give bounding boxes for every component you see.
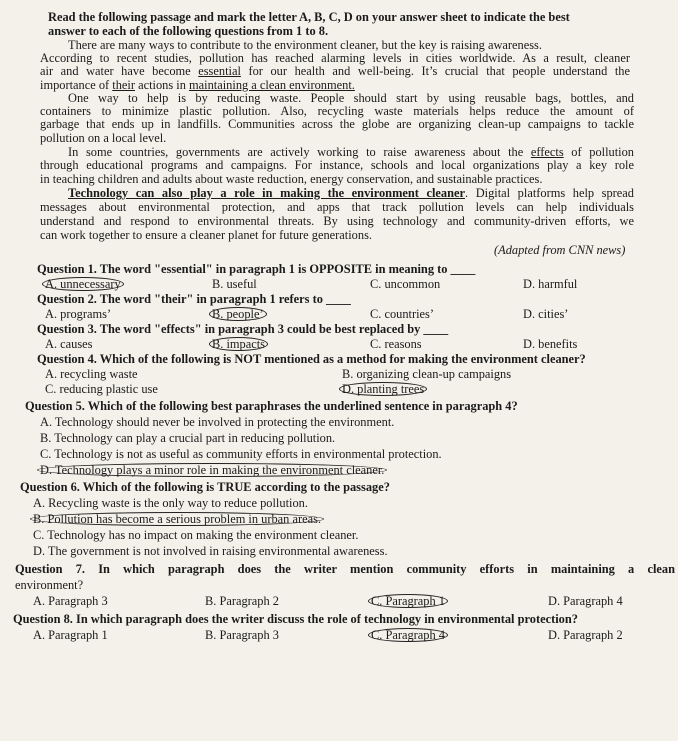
question-4-option-b[interactable]: B. organizing clean-up campaigns xyxy=(342,367,512,381)
passage-p4-line3: understand and respond to environmental threats. By using technology and community-driven efforts, we xyxy=(40,214,634,228)
question-3-option-c[interactable]: C. reasons xyxy=(370,337,422,351)
question-4-option-a[interactable]: A. recycling waste xyxy=(45,367,138,381)
question-1-option-c[interactable]: C. uncommon xyxy=(370,277,441,291)
question-7-option-c[interactable]: C. Paragraph 1 xyxy=(371,594,448,608)
question-6-option-b[interactable]: B. Pollution has become a serious problem in urban areas. xyxy=(33,512,324,526)
question-4-stem: Question 4. Which of the following is NOT mentioned as a method for making the environment cleaner? xyxy=(37,352,586,366)
passage-p3-line3: in teaching children and adults about waste reduction, energy conservation, and sustainable practices. xyxy=(40,172,543,186)
question-5-stem: Question 5. Which of the following best paraphrases the underlined sentence in paragraph 4? xyxy=(25,399,518,413)
question-4-option-d[interactable]: D. planting trees xyxy=(342,382,427,396)
passage-p4-line2: messages about environmental protection, and apps that track pollution levels can help individuals xyxy=(40,200,634,214)
question-6-option-a[interactable]: A. Recycling waste is the only way to reduce pollution. xyxy=(33,496,308,510)
passage-p2-line3: garbage that ends up in landfills. Communities across the globe are organizing clean-up campaigns to tackle xyxy=(40,117,634,131)
question-6-option-d[interactable]: D. The government is not involved in raising environmental awareness. xyxy=(33,544,388,558)
passage-p2-line1: One way to help is by reducing waste. People should start by using reusable bags, bottles, and xyxy=(68,91,634,105)
question-5-option-a[interactable]: A. Technology should never be involved in protecting the environment. xyxy=(40,415,395,429)
question-8-option-d[interactable]: D. Paragraph 2 xyxy=(548,628,623,642)
word-effects: effects xyxy=(530,145,564,159)
question-8-option-a[interactable]: A. Paragraph 1 xyxy=(33,628,108,642)
question-7-option-d[interactable]: D. Paragraph 4 xyxy=(548,594,623,608)
instructions-line-2: answer to each of the following questions from 1 to 8. xyxy=(48,24,329,38)
question-8-option-c[interactable]: C. Paragraph 4 xyxy=(371,628,448,642)
passage-p4-line1: Technology can also play a role in making the environment cleaner. Digital platforms help spread xyxy=(68,186,634,200)
question-6-stem: Question 6. Which of the following is TRUE according to the passage? xyxy=(20,480,390,494)
underlined-sentence: Technology can also play a role in making the environment cleaner xyxy=(68,186,466,200)
passage-p1-line4: importance of their actions in maintaining a clean environment. xyxy=(40,78,355,92)
question-5-option-b[interactable]: B. Technology can play a crucial part in reducing pollution. xyxy=(40,431,336,445)
question-3-option-d[interactable]: D. benefits xyxy=(523,337,578,351)
question-2-option-b[interactable]: B. people’ xyxy=(212,307,267,321)
question-8-stem: Question 8. In which paragraph does the writer discuss the role of technology in environmental protection? xyxy=(13,612,578,626)
instructions-line-1: Read the following passage and mark the letter A, B, C, D on your answer sheet to indicate the best xyxy=(48,10,570,24)
question-1-option-b[interactable]: B. useful xyxy=(212,277,257,291)
question-2-stem: Question 2. The word "their" in paragraph 1 refers to ____ xyxy=(37,292,351,306)
question-7-option-b[interactable]: B. Paragraph 2 xyxy=(205,594,279,608)
question-5-option-c[interactable]: C. Technology is not as useful as community efforts in environmental protection. xyxy=(40,447,442,461)
question-7-stem: Question 7. In which paragraph does the writer mention community efforts in maintaining a clean xyxy=(15,562,675,576)
question-3-option-b[interactable]: B. impacts xyxy=(212,337,268,351)
word-their: their xyxy=(112,78,135,92)
question-8-option-b[interactable]: B. Paragraph 3 xyxy=(205,628,279,642)
question-3-stem: Question 3. The word "effects" in paragraph 3 could be best replaced by ____ xyxy=(37,322,449,336)
passage-p1-line1: There are many ways to contribute to the environment cleaner, but the key is raising awareness. xyxy=(68,38,542,52)
question-4-option-c[interactable]: C. reducing plastic use xyxy=(45,382,158,396)
question-6-option-c[interactable]: C. Technology has no impact on making the environment cleaner. xyxy=(33,528,359,542)
passage-p4-line4: can work together to ensure a cleaner planet for future generations. xyxy=(40,228,372,242)
passage-p1-line2: According to recent studies, pollution has reached alarming levels in cities worldwide. As a result, cleaner xyxy=(40,51,630,65)
question-1-stem: Question 1. The word "essential" in paragraph 1 is OPPOSITE in meaning to ____ xyxy=(37,262,476,276)
question-1-option-a[interactable]: A. unnecessary xyxy=(45,277,124,291)
word-essential: essential xyxy=(198,64,241,78)
passage-p1-line3: air and water have become essential for our health and well-being. It’s crucial that people understand the xyxy=(40,64,630,78)
question-2-option-a[interactable]: A. programs’ xyxy=(45,307,112,321)
question-2-option-d[interactable]: D. cities’ xyxy=(523,307,569,321)
passage-p2-line4: pollution on a local level. xyxy=(40,131,167,145)
passage-p2-line2: containers to minimize plastic pollution. Also, recycling waste materials helps reduce the amount of xyxy=(40,104,634,118)
question-5-option-d[interactable]: D. Technology plays a minor role in making the environment cleaner. xyxy=(40,463,387,477)
passage-p3-line1: In some countries, governments are actively working to raise awareness about the effects of pollution xyxy=(68,145,634,159)
question-7-stem-cont: environment? xyxy=(15,578,84,592)
question-7-option-a[interactable]: A. Paragraph 3 xyxy=(33,594,108,608)
question-1-option-d[interactable]: D. harmful xyxy=(523,277,578,291)
question-2-option-c[interactable]: C. countries’ xyxy=(370,307,435,321)
question-3-option-a[interactable]: A. causes xyxy=(45,337,93,351)
source-credit: (Adapted from CNN news) xyxy=(494,243,626,257)
passage-p3-line2: through educational programs and campaigns. For instance, schools and local organizations play a key role xyxy=(40,158,634,172)
